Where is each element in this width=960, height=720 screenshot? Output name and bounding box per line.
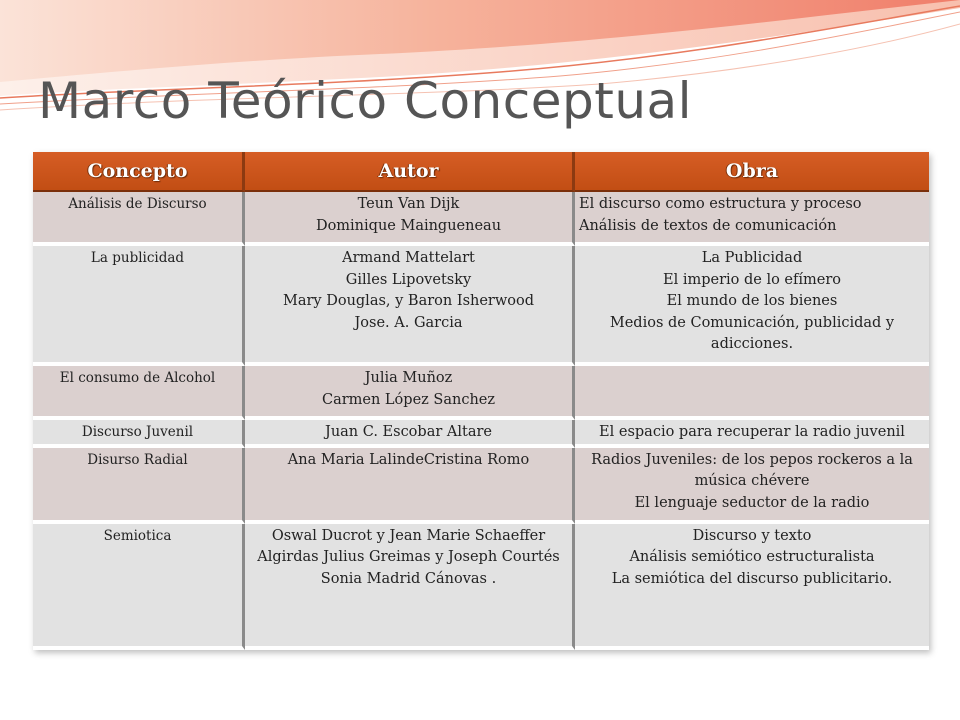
obra-cell (575, 420, 929, 448)
autor-line: Teun Van Dijk (357, 196, 460, 212)
autor-line: Armand Mattelart (342, 250, 475, 266)
obra-cell (575, 192, 929, 246)
obra-cell (575, 366, 929, 420)
obra-line: Análisis de textos de comunicación (579, 217, 837, 234)
autor-line: Algirdas Julius Greimas y Joseph Courtés (257, 549, 560, 565)
column-header-autor: Autor (245, 152, 575, 192)
autor-line: Dominique Maingueneau (315, 217, 502, 234)
obra-line: Radios Juveniles: de los pepos rockeros a la música chévere (591, 451, 913, 489)
autor-line: Sonia Madrid Cánovas . (320, 570, 497, 587)
concepto-cell: La publicidad (33, 246, 245, 366)
table-header-row (33, 152, 929, 192)
obra-line: El lenguaje seductor de la radio (634, 494, 870, 511)
column-header-concepto: Concepto (33, 152, 245, 192)
obra-cell (575, 246, 929, 366)
obra-line: El mundo de los bienes (666, 293, 838, 309)
autor-cell (245, 246, 575, 366)
obra-cell (575, 448, 929, 524)
autor-line: Mary Douglas, y Baron Isherwood (282, 293, 535, 309)
obra-line: El espacio para recuperar la radio juvenil (599, 424, 905, 440)
obra-line: La semiótica del discurso publicitario. (611, 570, 893, 587)
autor-line: Juan C. Escobar Altare (325, 424, 492, 440)
obra-line: La Publicidad (701, 250, 803, 266)
obra-line: Análisis semiótico estructuralista (629, 549, 875, 565)
table-row (33, 448, 929, 524)
autor-cell (245, 366, 575, 420)
table-row (33, 366, 929, 420)
obra-line: Discurso y texto (692, 527, 812, 544)
obra-line: El imperio de lo efímero (662, 271, 841, 288)
autor-cell (245, 420, 575, 448)
table-row (33, 246, 929, 366)
table-row (33, 524, 929, 650)
concepto-cell: El consumo de Alcohol (33, 366, 245, 420)
autor-line: Julia Muñoz (364, 370, 453, 386)
concepto-cell: Disurso Radial (33, 448, 245, 524)
table-row (33, 192, 929, 246)
autor-line: Oswal Ducrot y Jean Marie Schaeffer (271, 527, 546, 544)
obra-cell (575, 524, 929, 650)
concepto-cell: Análisis de Discurso (33, 192, 245, 246)
column-header-obra: Obra (575, 152, 929, 192)
concepto-cell: Semiotica (33, 524, 245, 650)
autor-line: Carmen López Sanchez (321, 391, 496, 408)
autor-cell (245, 524, 575, 650)
autor-cell (245, 448, 575, 524)
obra-line: Medios de Comunicación, publicidad y adicciones. (609, 314, 895, 352)
autor-line: Jose. A. Garcia (354, 314, 463, 331)
concepto-cell: Discurso Juvenil (33, 420, 245, 448)
table-row (33, 420, 929, 448)
obra-line: El discurso como estructura y proceso (579, 196, 862, 212)
autor-cell (245, 192, 575, 246)
theory-table (33, 152, 929, 650)
autor-line: Ana Maria LalindeCristina Romo (287, 451, 530, 468)
autor-line: Gilles Lipovetsky (345, 271, 472, 288)
page-title: Marco Teórico Conceptual (38, 72, 693, 130)
